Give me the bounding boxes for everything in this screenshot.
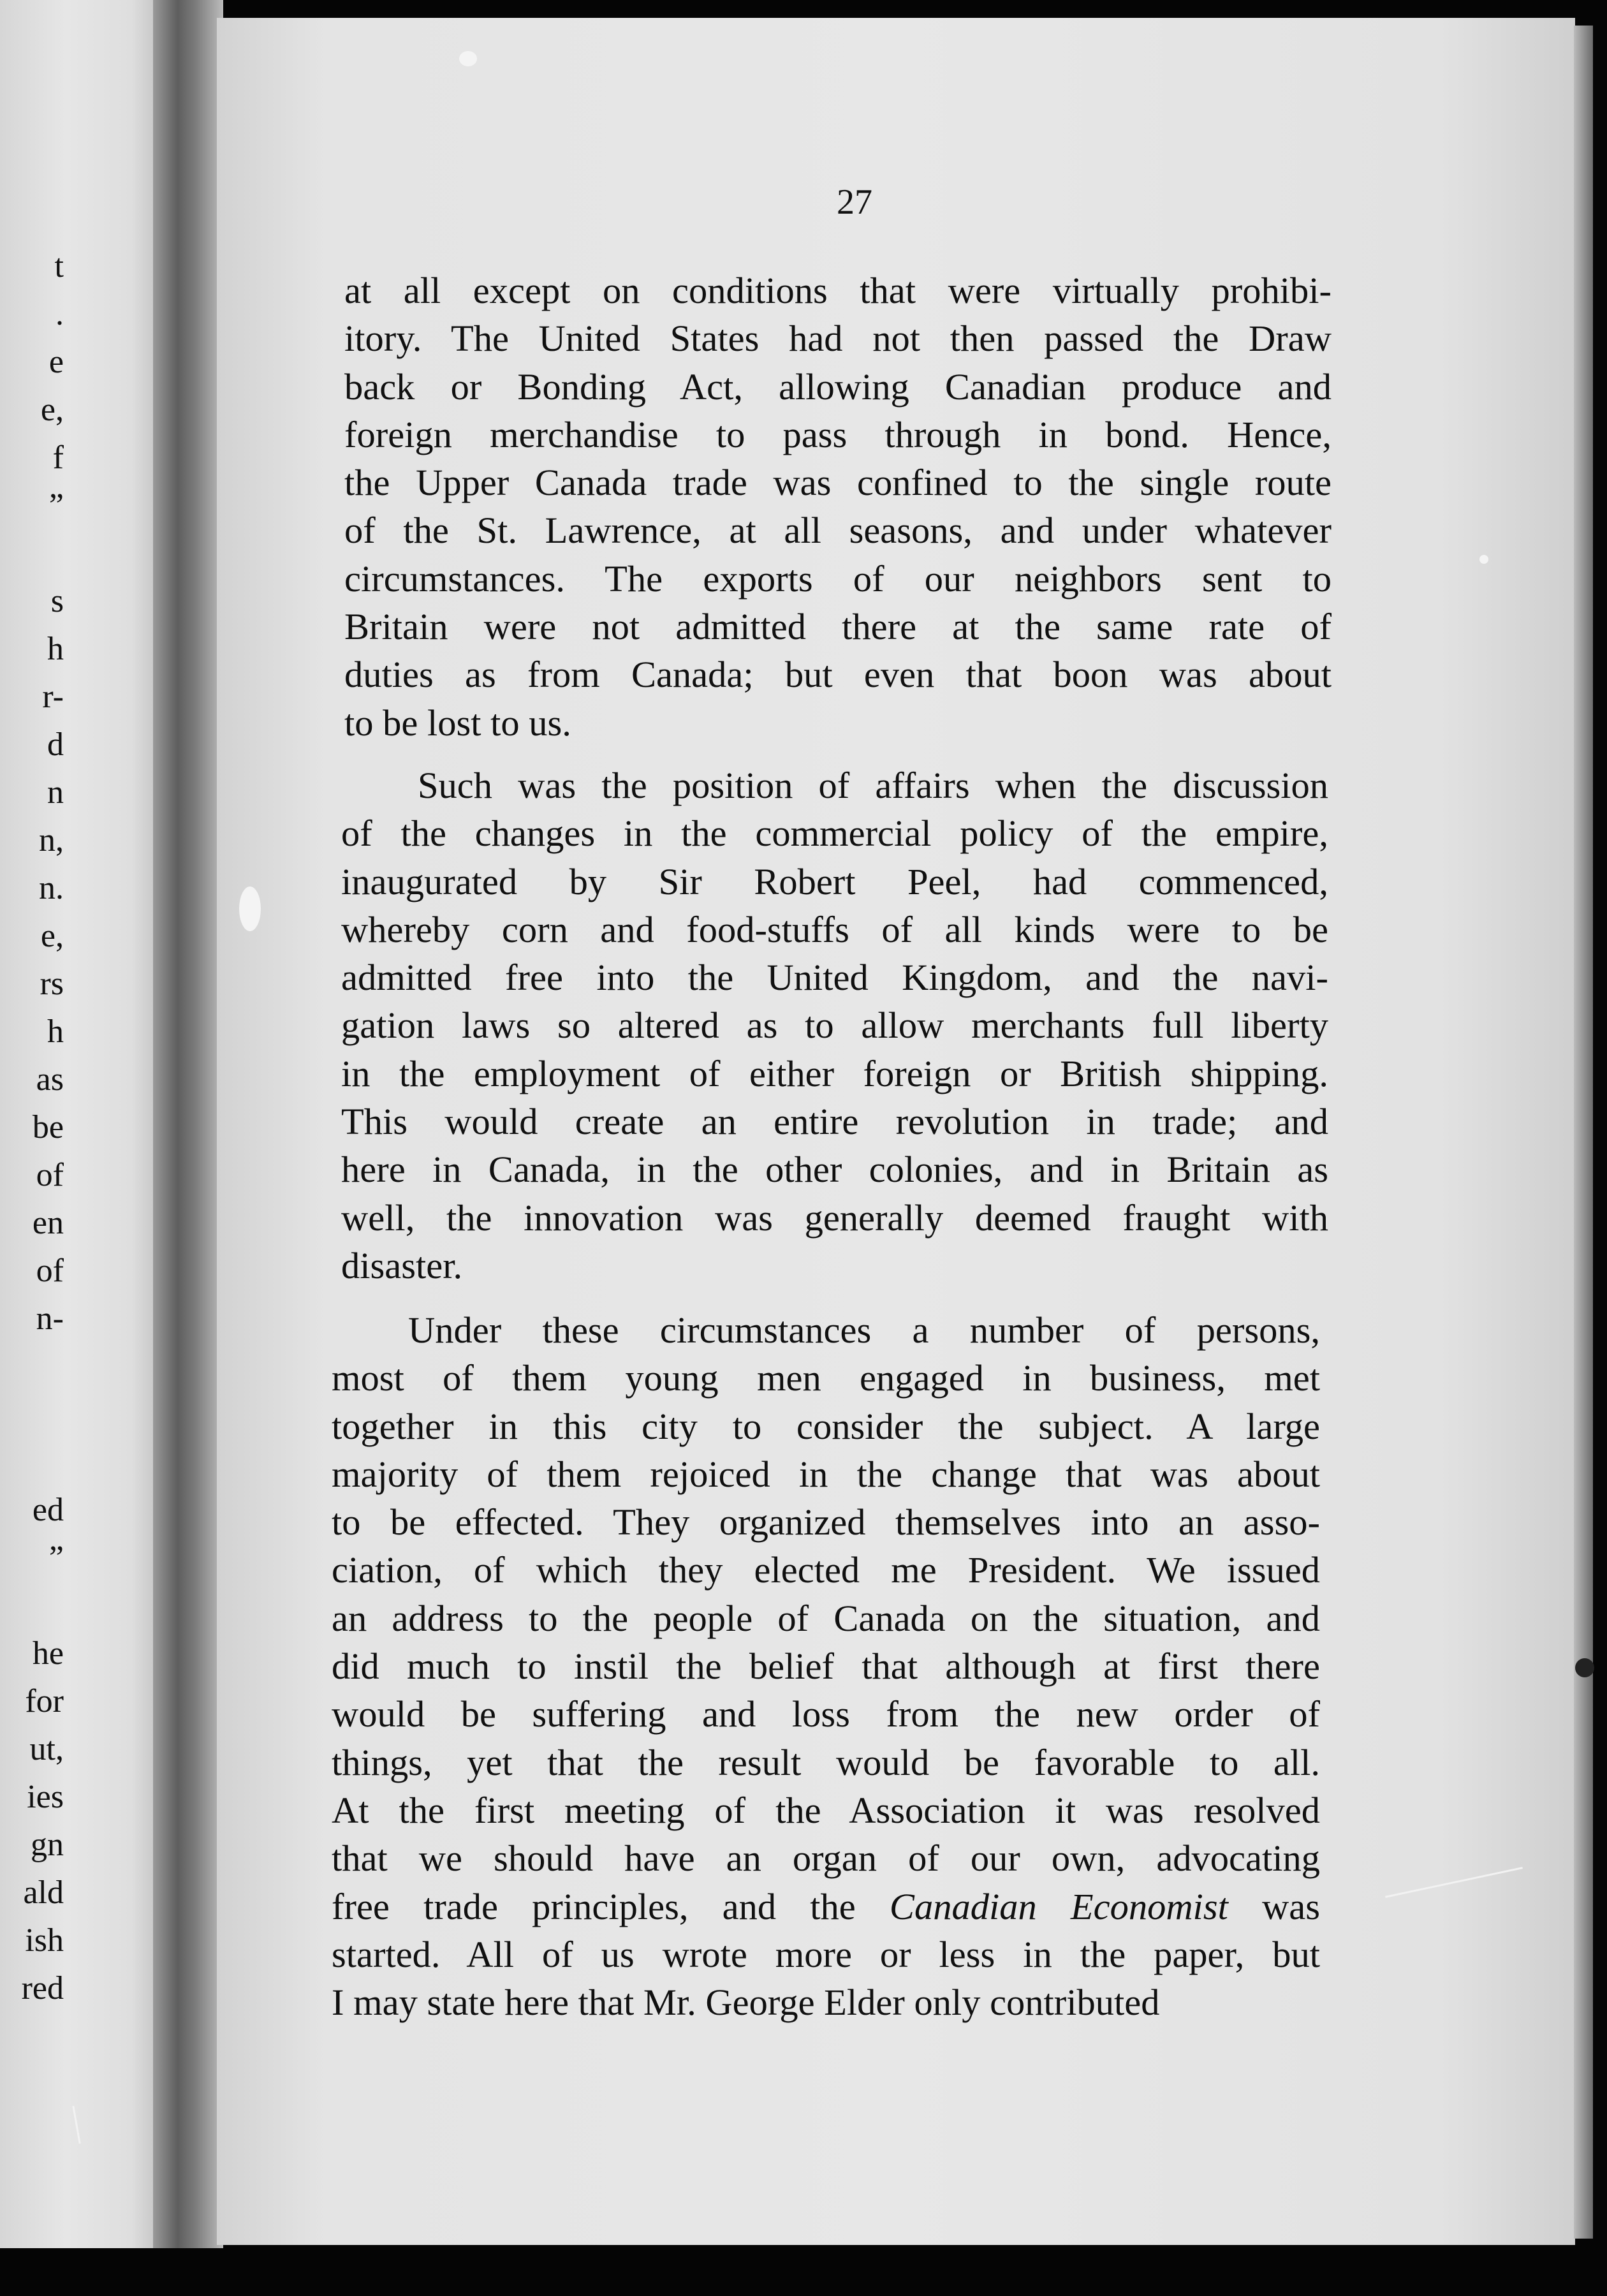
scan-speck	[1575, 1658, 1594, 1677]
text-line: back or Bonding Act, allowing Canadian produce and	[344, 365, 1332, 408]
text-line: in the employment of either foreign or British shipping.	[341, 1052, 1328, 1094]
fragment-line: h	[47, 631, 64, 667]
fragment-line: t	[54, 248, 64, 284]
text-line: inaugurated by Sir Robert Peel, had commenced,	[341, 860, 1328, 902]
fragment-line: en	[32, 1205, 64, 1241]
fragment-line: e	[48, 344, 64, 380]
page-number: 27	[837, 182, 872, 222]
text-line: disaster.	[341, 1244, 463, 1286]
fragment-line: e,	[40, 918, 64, 954]
text-line: itory. The United States had not then passed the Draw	[344, 318, 1332, 360]
fragment-line	[0, 1343, 64, 1390]
text-line: to be lost to us.	[344, 702, 571, 744]
fragment-line	[0, 1438, 64, 1486]
text-line: Britain were not admitted there at the same rate of	[344, 606, 1332, 648]
text-line: ciation, of which they elected me President. We issued	[332, 1549, 1320, 1591]
fragment-line: of	[36, 1253, 64, 1289]
paragraph-2	[341, 762, 1328, 1290]
text-run: free trade principles, and the	[332, 1885, 890, 1927]
fragment-line: ed	[32, 1492, 64, 1528]
facing-page-edge	[0, 0, 165, 2248]
paragraph-1	[344, 267, 1332, 747]
text-line: Such was the position of affairs when the discussion	[418, 765, 1328, 806]
fragment-line: ald	[23, 1874, 64, 1911]
text-line: most of them young men engaged in business, met	[332, 1357, 1320, 1399]
text-line: gation laws so altered as to allow merchants full liberty	[341, 1004, 1328, 1047]
fragment-line: be	[32, 1109, 64, 1145]
text-line: did much to instil the belief that although at first there	[332, 1645, 1320, 1688]
fragment-line: rs	[40, 966, 64, 1002]
text-line: duties as from Canada; but even that boon was about	[344, 654, 1332, 696]
text-line: whereby corn and food-stuffs of all kinds were to be	[341, 908, 1328, 950]
fragment-line: e,	[40, 392, 64, 428]
fragment-line: he	[32, 1635, 64, 1672]
scan-speck	[1479, 555, 1488, 564]
text-line: things, yet that the result would be favorable to all.	[332, 1741, 1320, 1783]
text-run: was	[1228, 1885, 1320, 1927]
fragment-line: n-	[36, 1300, 64, 1337]
fragment-line: for	[25, 1683, 64, 1719]
fragment-line: ish	[25, 1922, 64, 1959]
text-line: At the first meeting of the Association it was resolved	[332, 1789, 1320, 1831]
fragment-line: ”	[48, 487, 64, 524]
scan-speck	[239, 887, 261, 931]
fragment-line: .	[55, 296, 64, 332]
text-line: the Upper Canada trade was confined to the single route	[344, 462, 1332, 504]
text-line: at all except on conditions that were virtually prohibi-	[344, 270, 1332, 311]
fragment-line: ut,	[29, 1731, 64, 1767]
scan-speck	[459, 51, 477, 66]
text-line-with-italic-title	[332, 1883, 1320, 1931]
fragment-line: n	[47, 774, 64, 811]
paragraph-3	[332, 1306, 1320, 2026]
fragment-line	[0, 1390, 64, 1438]
publication-title: Canadian Economist	[889, 1885, 1228, 1927]
text-line: of the St. Lawrence, at all seasons, and under whatever	[344, 510, 1332, 552]
fragment-line: gn	[31, 1827, 64, 1863]
fragment-line: n,	[39, 822, 64, 858]
fragment-line: d	[47, 726, 64, 763]
text-line: circumstances. The exports of our neighbors sent to	[344, 557, 1332, 600]
fragment-line: red	[21, 1970, 64, 2006]
text-line: This would create an entire revolution in trade; and	[341, 1101, 1328, 1143]
text-line: admitted free into the United Kingdom, and the navi-	[341, 957, 1328, 999]
fragment-line: as	[36, 1061, 64, 1098]
fragment-line: r-	[42, 679, 64, 715]
text-line: of the changes in the commercial policy of the empire,	[341, 813, 1328, 855]
fragment-line: ies	[27, 1779, 64, 1815]
text-line: I may state here that Mr. George Elder only contributed	[332, 1982, 1160, 2024]
fragment-line: s	[50, 583, 64, 619]
text-line: together in this city to consider the subject. A large	[332, 1405, 1320, 1447]
text-line: an address to the people of Canada on the situation, and	[332, 1597, 1320, 1639]
book-gutter-shadow	[153, 0, 223, 2248]
text-line: that we should have an organ of our own, advocating	[332, 1837, 1320, 1880]
text-line: foreign merchandise to pass through in bond. Hence,	[344, 413, 1332, 455]
text-line: started. All of us wrote more or less in the paper, but	[332, 1933, 1320, 1975]
fragment-line: n.	[39, 870, 64, 906]
text-line: majority of them rejoiced in the change that was about	[332, 1453, 1320, 1495]
text-line: here in Canada, in the other colonies, and in Britain as	[341, 1149, 1328, 1191]
fragment-line: of	[36, 1157, 64, 1193]
fragment-line	[0, 1582, 64, 1630]
fragment-line	[0, 529, 64, 577]
text-line: would be suffering and loss from the new order of	[332, 1693, 1320, 1735]
text-line: to be effected. They organized themselves into an asso-	[332, 1501, 1320, 1543]
fragment-line: h	[47, 1013, 64, 1050]
fragment-line: f	[52, 439, 64, 476]
text-line: Under these circumstances a number of persons,	[408, 1309, 1320, 1351]
text-line: well, the innovation was generally deemed fraught with	[341, 1196, 1328, 1239]
page-right-edge-shadow	[1574, 26, 1593, 2239]
fragment-line: ”	[48, 1540, 64, 1576]
facing-page-text-fragments	[0, 242, 64, 2012]
